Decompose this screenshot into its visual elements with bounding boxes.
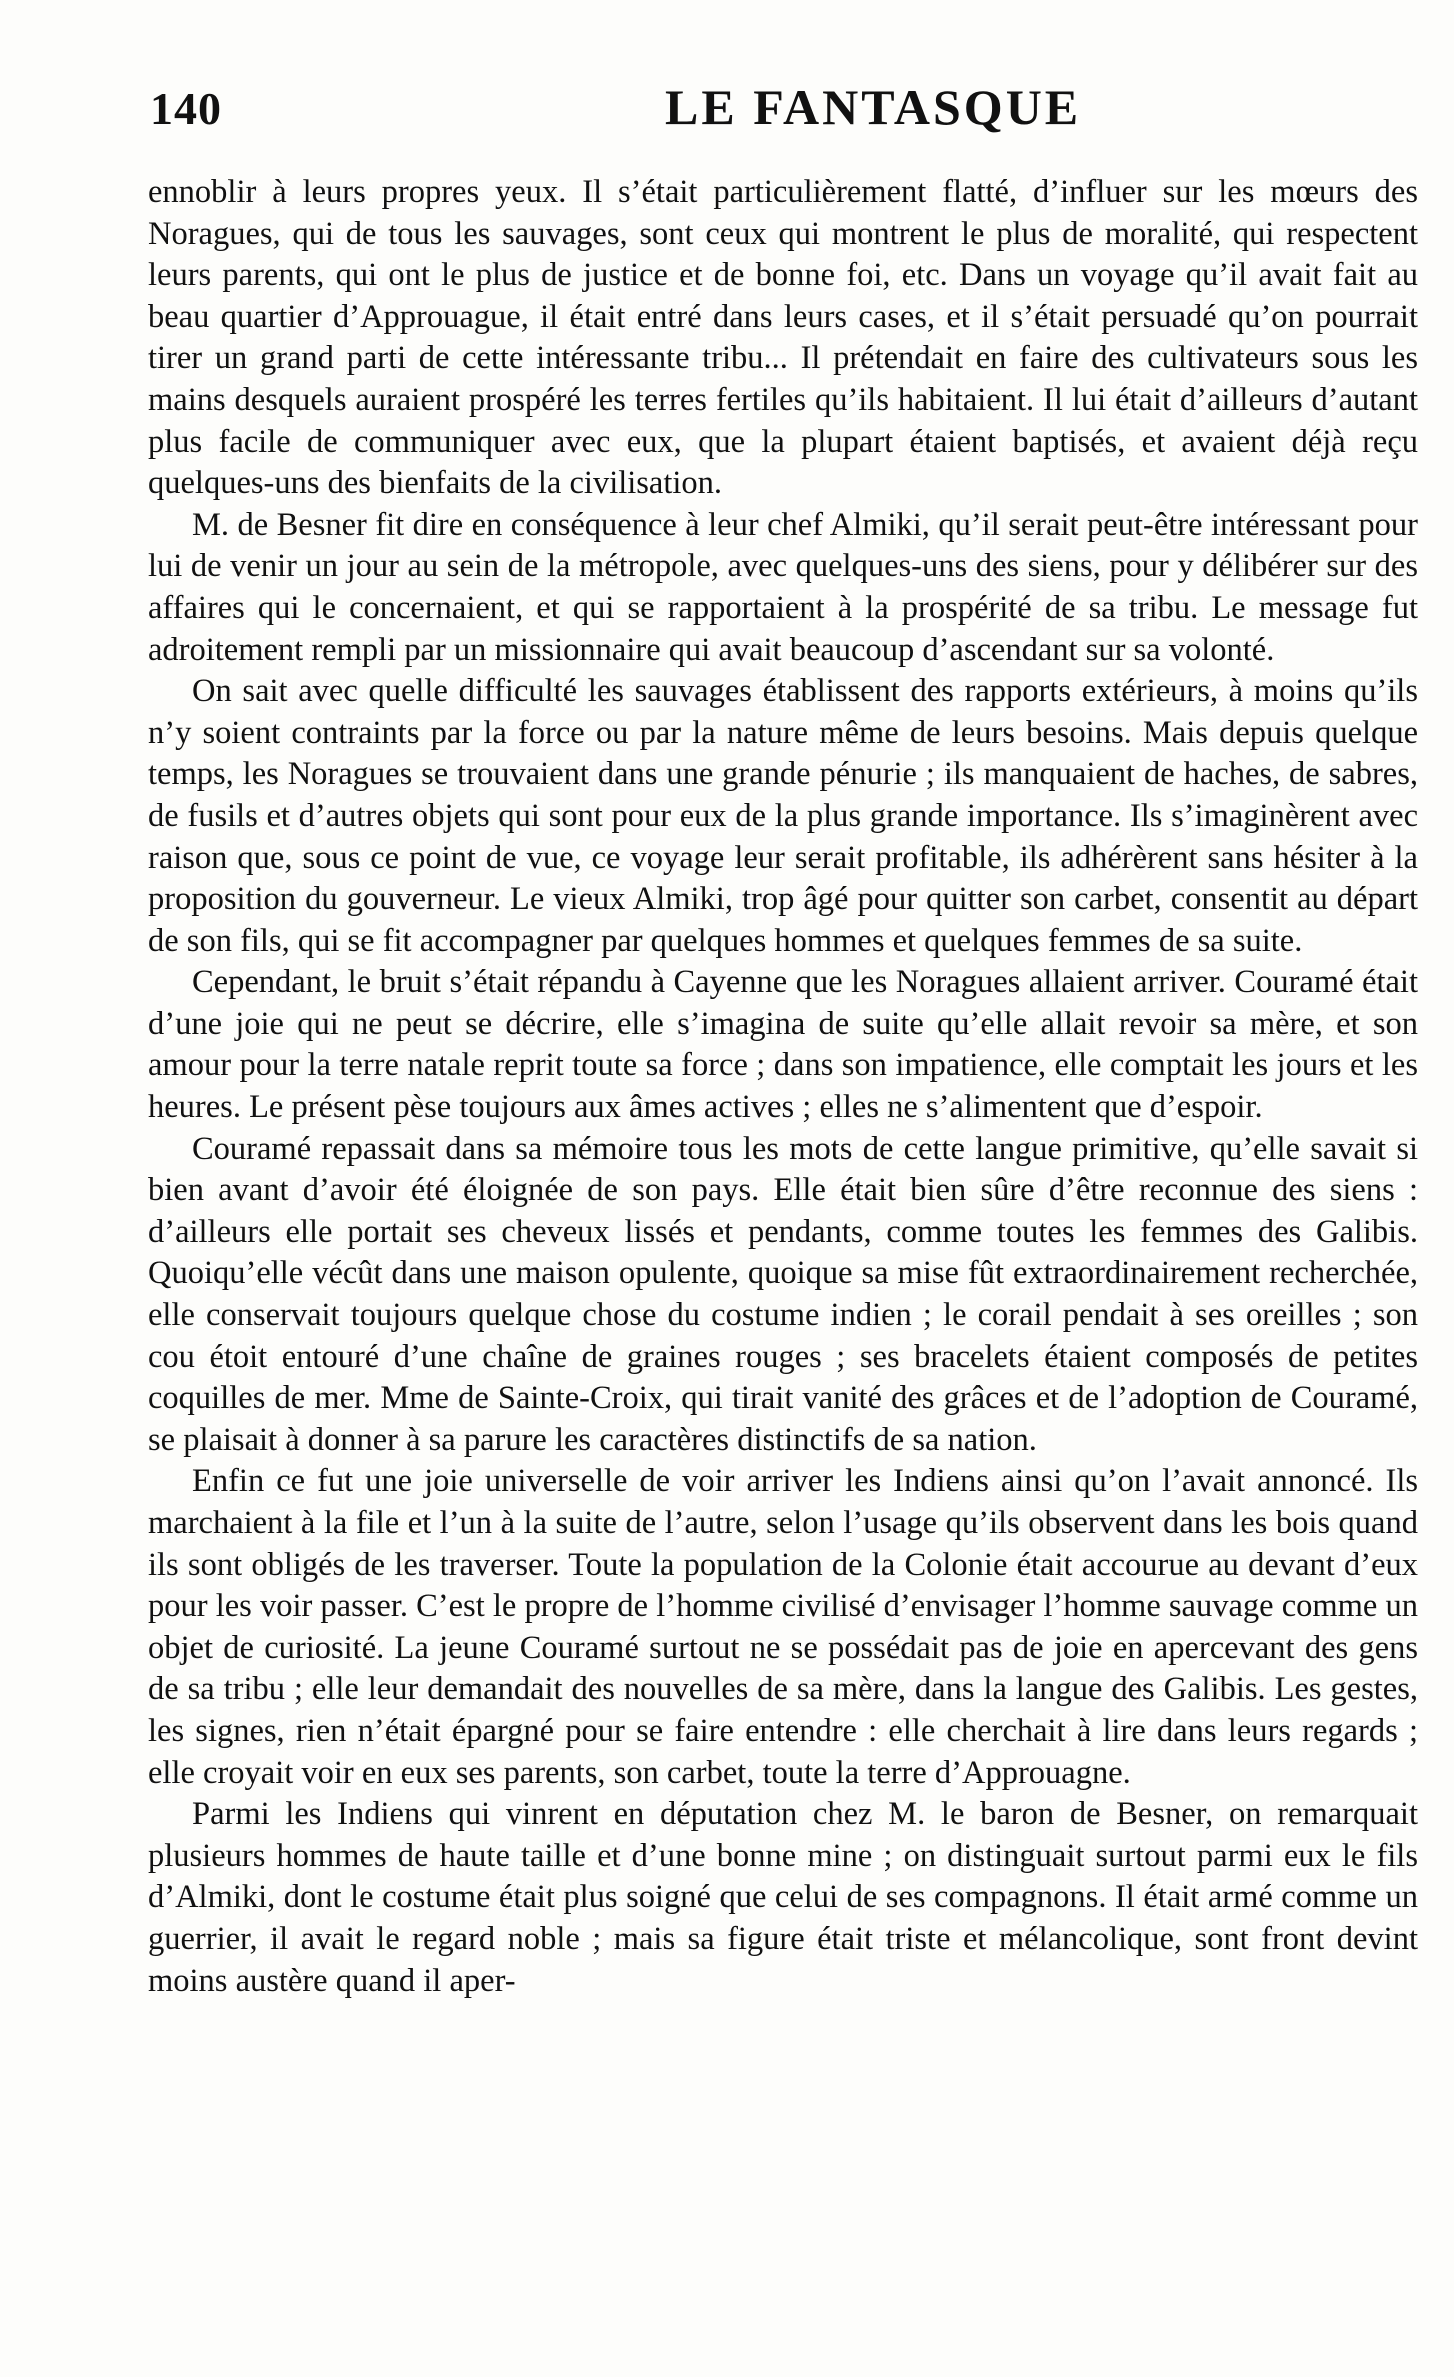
paragraph: ennoblir à leurs propres yeux. Il s’était particulièrement flatté, d’influer sur les mœurs des Noragues, qui de tous les sauvages, sont ceux qui montrent le plus de moralité, qui respectent leurs parents, qui ont le plus de justice et de bonne foi, etc. Dans un voyage qu’il avait fait au beau quartier d’Approuague, il était entré dans leurs cases, et il s’était persuadé qu’on pourrait tirer un grand parti de cette intéressante tribu... Il prétendait en faire des cultivateurs sous les mains desquels auraient prospéré les terres fertiles qu’ils habitaient. Il lui était d’ailleurs d’autant plus facile de communiquer avec eux, que la plupart étaient baptisés, et avaient déjà reçu quelques-uns des bienfaits de la civilisation. (148, 174, 1418, 502)
paragraph: M. de Besner fit dire en conséquence à leur chef Almiki, qu’il serait peut-être intéressant pour lui de venir un jour au sein de la métropole, avec quelques-uns des siens, pour y délibérer sur des affaires qui le concernaient, et qui se rapportaient à la prospérité de sa tribu. Le message fut adroitement rempli par un missionnaire qui avait beaucoup d’ascendant sur sa volonté. (148, 506, 1418, 668)
running-title: LE FANTASQUE (665, 79, 1082, 135)
paragraph: On sait avec quelle difficulté les sauvages établissent des rapports extérieurs, à moins qu’ils n’y soient contraints par la force ou par la nature même de leurs besoins. Mais depuis quelque temps, les Noragues se trouvaient dans une grande pénurie ; ils manquaient de haches, de sabres, de fusils et d’autres objets qui sont pour eux de la plus grande importance. Ils s’imaginèrent avec raison que, sous ce point de vue, ce voyage leur serait profitable, ils adhérèrent sans hésiter à la proposition du gouverneur. Le vieux Almiki, trop âgé pour quitter son carbet, consentit au départ de son fils, qui se fit accompagner par quelques hommes et quelques femmes de sa suite. (148, 673, 1418, 959)
paragraph: Couramé repassait dans sa mémoire tous les mots de cette langue primitive, qu’elle savait si bien avant d’avoir été éloignée de son pays. Elle était bien sûre d’être reconnue des siens : d’ailleurs elle portait ses cheveux lissés et pendants, comme toutes les femmes des Galibis. Quoiqu’elle vécût dans une maison opulente, quoique sa mise fût extraordinairement recherchée, elle conservait toujours quelque chose du costume indien ; le corail pendait à ses oreilles ; son cou étoit entouré d’une chaîne de graines rouges ; ses bracelets étaient composés de petites coquilles de mer. Mme de Sainte-Croix, qui tirait vanité des grâces et de l’adoption de Couramé, se plaisait à donner à sa parure les caractères distinctifs de sa nation. (148, 1130, 1418, 1458)
paragraph: Parmi les Indiens qui vinrent en députation chez M. le baron de Besner, on remarquait plusieurs hommes de haute taille et d’une bonne mine ; on distinguait surtout parmi eux le fils d’Almiki, dont le costume était plus soigné que celui de ses compagnons. Il était armé comme un guerrier, il avait le regard noble ; mais sa figure était triste et mélancolique, sont front devint moins austère quand il aper- (148, 1796, 1418, 1999)
paragraph: Enfin ce fut une joie universelle de voir arriver les Indiens ainsi qu’on l’avait annoncé. Ils marchaient à la file et l’un à la suite de l’autre, selon l’usage qu’ils observent dans les bois quand ils sont obligés de les traverser. Toute la population de la Colonie était accourue au devant d’eux pour les voir passer. C’est le propre de l’homme civilisé d’envisager l’homme sauvage comme un objet de curiosité. La jeune Couramé surtout ne se possédait pas de joie en apercevant des gens de sa tribu ; elle leur demandait des nouvelles de sa mère, dans la langue des Galibis. Les gestes, les signes, rien n’était épargné pour se faire entendre : elle cherchait à lire dans leurs regards ; elle croyait voir en eux ses parents, son carbet, toute la terre d’Approuagne. (148, 1463, 1418, 1791)
paragraph: Cependant, le bruit s’était répandu à Cayenne que les Noragues allaient arriver. Couramé était d’une joie qui ne peut se décrire, elle s’imagina de suite qu’elle allait revoir sa mère, et son amour pour la terre natale reprit toute sa force ; dans son impatience, elle comptait les jours et les heures. Le présent pèse toujours aux âmes actives ; elles ne s’alimentent que d’espoir. (148, 964, 1418, 1126)
page-number: 140 (150, 83, 222, 134)
body-text (148, 172, 1418, 2002)
page-header (150, 70, 1430, 140)
